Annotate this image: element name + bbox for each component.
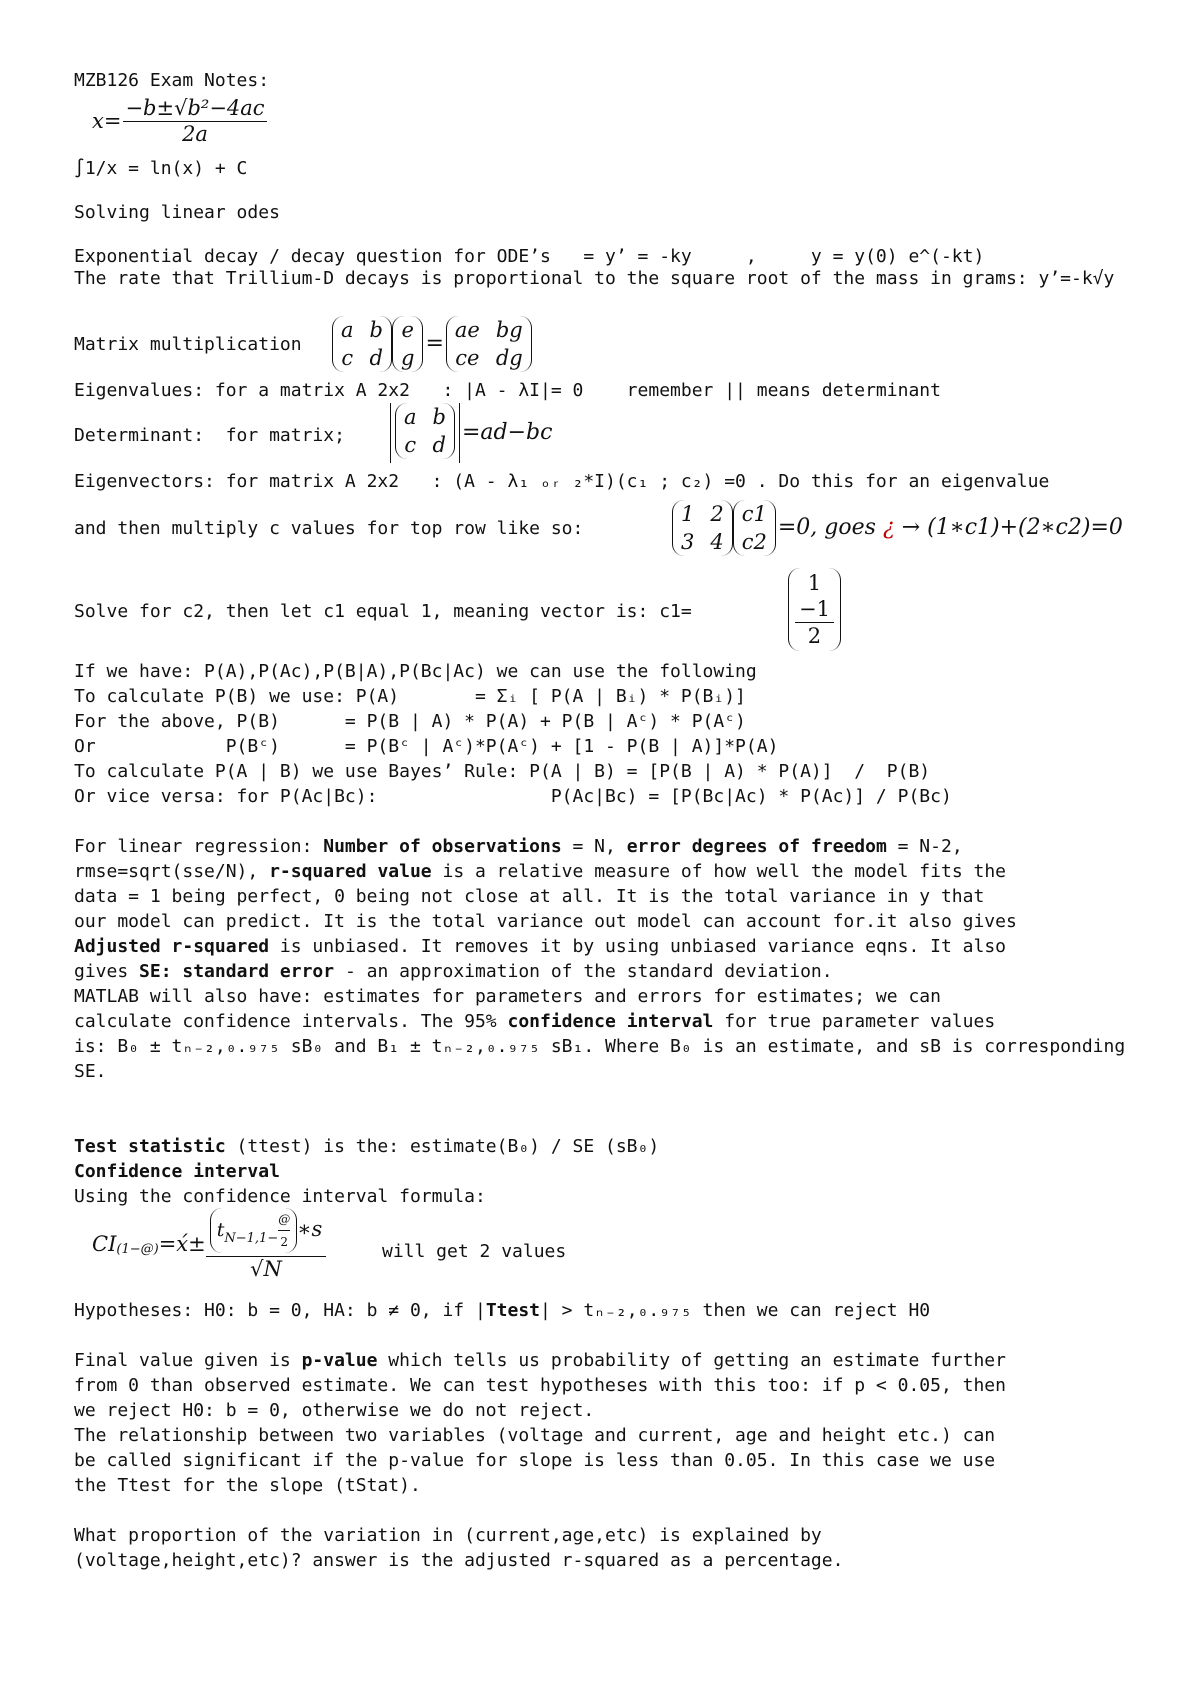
pvalue-line-1: Final value given is p-value which tells us probability of getting an estimate further <box>74 1350 1006 1371</box>
inverted-question-glyph: ¿ <box>882 515 895 540</box>
quadratic-numerator: −b±√b²−4ac <box>125 96 265 120</box>
pvalue-line-3: we reject H0: b = 0, otherwise we do not reject. <box>74 1400 595 1421</box>
regression-line-1: For linear regression: Number of observations = N, error degrees of freedom = N-2, <box>74 836 963 857</box>
test-statistic-line: Test statistic (ttest) is the: estimate(B₀) / SE (sB₀) <box>74 1136 660 1157</box>
confidence-interval-heading: Confidence interval <box>74 1161 280 1182</box>
regression-line-6: gives SE: standard error - an approximation of the standard deviation. <box>74 961 833 982</box>
matrix-multiplication-equation: a b c d e g = ae bg ce dg <box>332 316 532 372</box>
determinant-label: Determinant: for matrix; <box>74 425 345 446</box>
proportion-line-1: What proportion of the variation in (current,age,etc) is explained by <box>74 1525 822 1546</box>
vector-mid-numerator: −1 <box>799 597 830 621</box>
pvalue-line-4: The relationship between two variables (voltage and current, age and height etc.) can <box>74 1425 996 1446</box>
vector-mid-denominator: 2 <box>795 622 834 649</box>
pvalue-line-5: be called significant if the p-value for slope is less than 0.05. In this case we use <box>74 1450 996 1471</box>
confidence-interval-formula: CI (1−@) =x́± $t_{N-1,1-}$ @ 2 ∗s √N <box>92 1208 326 1280</box>
probability-line-1: If we have: P(A),P(Ac),P(B|A),P(Bc|Ac) we can use the following <box>74 661 757 682</box>
regression-line-4: our model can predict. It is the total variance out model can account for.it also gives <box>74 911 1017 932</box>
pvalue-line-6: the Ttest for the slope (tStat). <box>74 1475 421 1496</box>
integral-line: ∫1/x = ln(x) + C <box>74 158 248 179</box>
vector-top: 1 <box>807 571 822 595</box>
eigenvalues-line: Eigenvalues: for a matrix A 2x2 : |A - λI|= 0 remember || means determinant <box>74 380 941 401</box>
multiply-rhs: =0, goes ¿ → (1∗c1)+(2∗c2)=0 <box>777 515 1123 540</box>
pvalue-line-2: from 0 than observed estimate. We can test hypotheses with this too: if p < 0.05, then <box>74 1375 1006 1396</box>
matrix-1234: 1 2 3 4 <box>672 500 733 556</box>
regression-line-8: calculate confidence intervals. The 95% confidence interval for true parameter values <box>74 1011 996 1032</box>
multiply-line: and then multiply c values for top row like so: <box>74 518 584 539</box>
ci-t-term: $t_{N-1,1-}$ @ 2 <box>210 1208 297 1253</box>
eigenvector-equation <box>672 500 1123 556</box>
quadratic-denominator: 2a <box>123 121 266 145</box>
probability-line-3: For the above, P(B) = P(B | A) * P(A) + P(B | Aᶜ) * P(Aᶜ) <box>74 711 746 732</box>
vector-eg: e g <box>392 316 423 372</box>
confidence-interval-intro: Using the confidence interval formula: <box>74 1186 486 1207</box>
probability-line-5: To calculate P(A | B) we use Bayes’ Rule: P(A | B) = [P(B | A) * P(A)] / P(B) <box>74 761 931 782</box>
probability-line-2: To calculate P(B) we use: P(A) = Σᵢ [ P(A | Bᵢ) * P(Bᵢ)] <box>74 686 746 707</box>
eigenvector-result <box>788 568 841 651</box>
regression-line-3: data = 1 being perfect, 0 being not close at all. It is the total variance in y that <box>74 886 985 907</box>
determinant-equation <box>390 403 552 463</box>
regression-line-9: is: B₀ ± tₙ₋₂,₀.₉₇₅ sB₀ and B₁ ± tₙ₋₂,₀.₉₇₅ sB₁. Where B₀ is an estimate, and sB is corresponding <box>74 1036 1126 1057</box>
matrix-product: ae bg ce dg <box>446 316 532 372</box>
regression-line-5: Adjusted r-squared is unbiased. It removes it by using unbiased variance eqns. It also <box>74 936 1006 957</box>
eigenvectors-line: Eigenvectors: for matrix A 2x2 : (A - λ₁ ₒᵣ ₂*I)(c₁ ; c₂) =0 . Do this for an eigenvalue <box>74 471 1050 492</box>
probability-line-4: Or P(Bᶜ) = P(Bᶜ | Aᶜ)*P(Aᶜ) + [1 - P(B | A)]*P(A) <box>74 736 779 757</box>
hypotheses-line: Hypotheses: H0: b = 0, HA: b ≠ 0, if |Ttest| > tₙ₋₂,₀.₉₇₅ then we can reject H0 <box>74 1300 931 1321</box>
determinant-rhs: =ad−bc <box>461 420 553 445</box>
document-title: MZB126 Exam Notes: <box>74 70 270 91</box>
matrix-ab: a b c d <box>332 316 392 372</box>
quadratic-lhs: x= <box>92 109 122 133</box>
quadratic-formula <box>92 98 267 145</box>
section-linear-odes: Solving linear odes <box>74 202 280 223</box>
probability-line-6: Or vice versa: for P(Ac|Bc): P(Ac|Bc) = [P(Bc|Ac) * P(Ac)] / P(Bc) <box>74 786 952 807</box>
regression-line-2: rmse=sqrt(sse/N), r-squared value is a relative measure of how well the model fits the <box>74 861 1006 882</box>
determinant-matrix: a b c d <box>395 403 455 459</box>
decay-line-1: Exponential decay / decay question for ODE’s = y’ = -ky , y = y(0) e^(-kt) <box>74 246 985 267</box>
regression-line-7: MATLAB will also have: estimates for parameters and errors for estimates; we can <box>74 986 941 1007</box>
decay-line-2: The rate that Trillium-D decays is proportional to the square root of the mass in grams: y’=-k√y <box>74 268 1115 289</box>
matrix-multiplication-label: Matrix multiplication <box>74 334 302 355</box>
regression-line-10: SE. <box>74 1061 107 1082</box>
proportion-line-2: (voltage,height,etc)? answer is the adjusted r-squared as a percentage. <box>74 1550 844 1571</box>
vector-c1-c2: c1 c2 <box>733 500 776 556</box>
solve-line: Solve for c2, then let c1 equal 1, meaning vector is: c1= <box>74 601 692 622</box>
ci-note: will get 2 values <box>382 1241 567 1262</box>
